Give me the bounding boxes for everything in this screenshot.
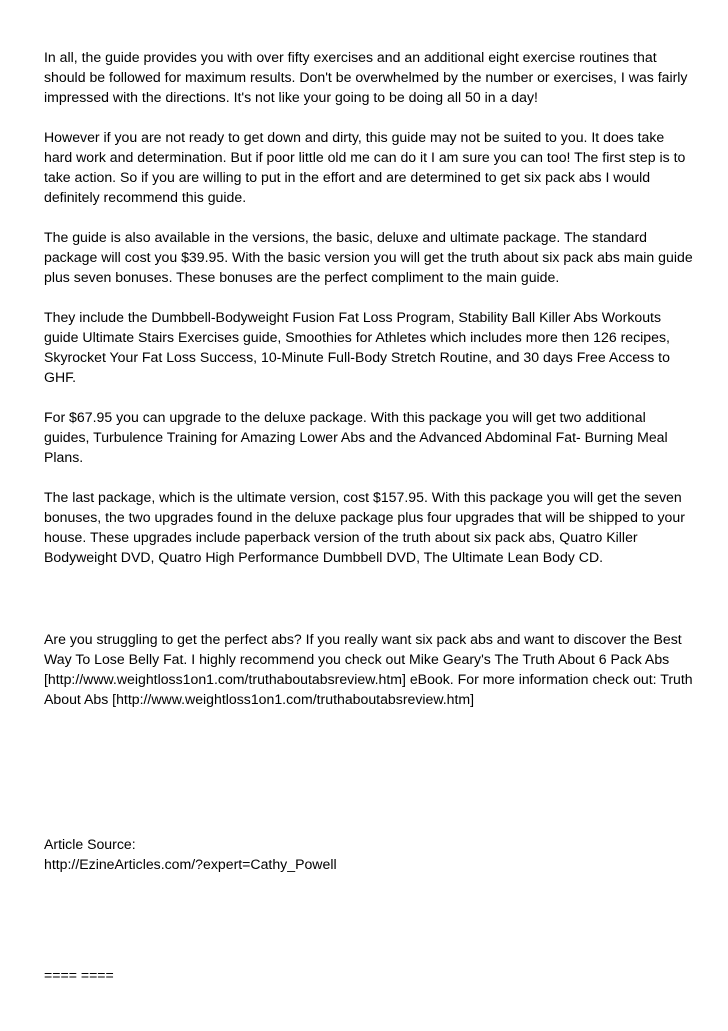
paragraph-exercises: In all, the guide provides you with over fifty exercises and an additional eight exercise routines that should be followed for maximum results. Don't be overwhelmed by the number or exercises, I was fairly impressed with the directions. It's not like your going to be doing all 50 in a day! — [44, 49, 688, 105]
article-body — [44, 47, 694, 874]
spacer — [44, 729, 694, 834]
paragraph-ultimate: The last package, which is the ultimate version, cost $157.95. With this package you will get the seven bonuses, the two upgrades found in the deluxe package plus four upgrades that will be shipped to your house. These upgrades include paperback version of the truth about six pack abs, Quatro Killer Bodyweight DVD, Quatro High Performance Dumbbell DVD, The Ultimate Lean Body CD. — [44, 489, 685, 565]
spacer — [44, 587, 694, 629]
paragraph-packages: The guide is also available in the versions, the basic, deluxe and ultimate package. The standard package will cost you $39.95. With the basic version you will get the truth about six pack abs main guide plus seven bonuses. These bonuses are the perfect compliment to the main guide. — [44, 229, 693, 285]
article-source-link[interactable]: http://EzineArticles.com/?expert=Cathy_Powell — [44, 856, 337, 872]
footer-separator: ==== ==== — [44, 967, 114, 983]
paragraph-deluxe: For $67.95 you can upgrade to the deluxe package. With this package you will get two additional guides, Turbulence Training for Amazing Lower Abs and the Advanced Abdominal Fat- Burning Meal Plans. — [44, 409, 668, 465]
article-source-label: Article Source: — [44, 836, 136, 852]
paragraph-commitment: However if you are not ready to get down and dirty, this guide may not be suited to you. It does take hard work and determination. But if poor little old me can do it I am sure you can too! The first step is to take action. So if you are willing to put in the effort and are determined to get six pack abs I would definitely recommend this guide. — [44, 129, 686, 205]
resource-box: Are you struggling to get the perfect abs? If you really want six pack abs and want to discover the Best Way To Lose Belly Fat. I highly recommend you check out Mike Geary's The Truth About 6 Pack Abs [http://www.weightloss1on1.com/truthaboutabsreview.htm] eBook. For more information check out: Truth About Abs [http://www.weightloss1on1.com/truthaboutabsreview.htm] — [44, 631, 693, 707]
paragraph-bonuses: They include the Dumbbell-Bodyweight Fusion Fat Loss Program, Stability Ball Killer Abs Workouts guide Ultimate Stairs Exercises guide, Smoothies for Athletes which includes more then 126 recipes, Skyrocket Your Fat Loss Success, 10-Minute Full-Body Stretch Routine, and 30 days Free Access to GHF. — [44, 309, 670, 385]
